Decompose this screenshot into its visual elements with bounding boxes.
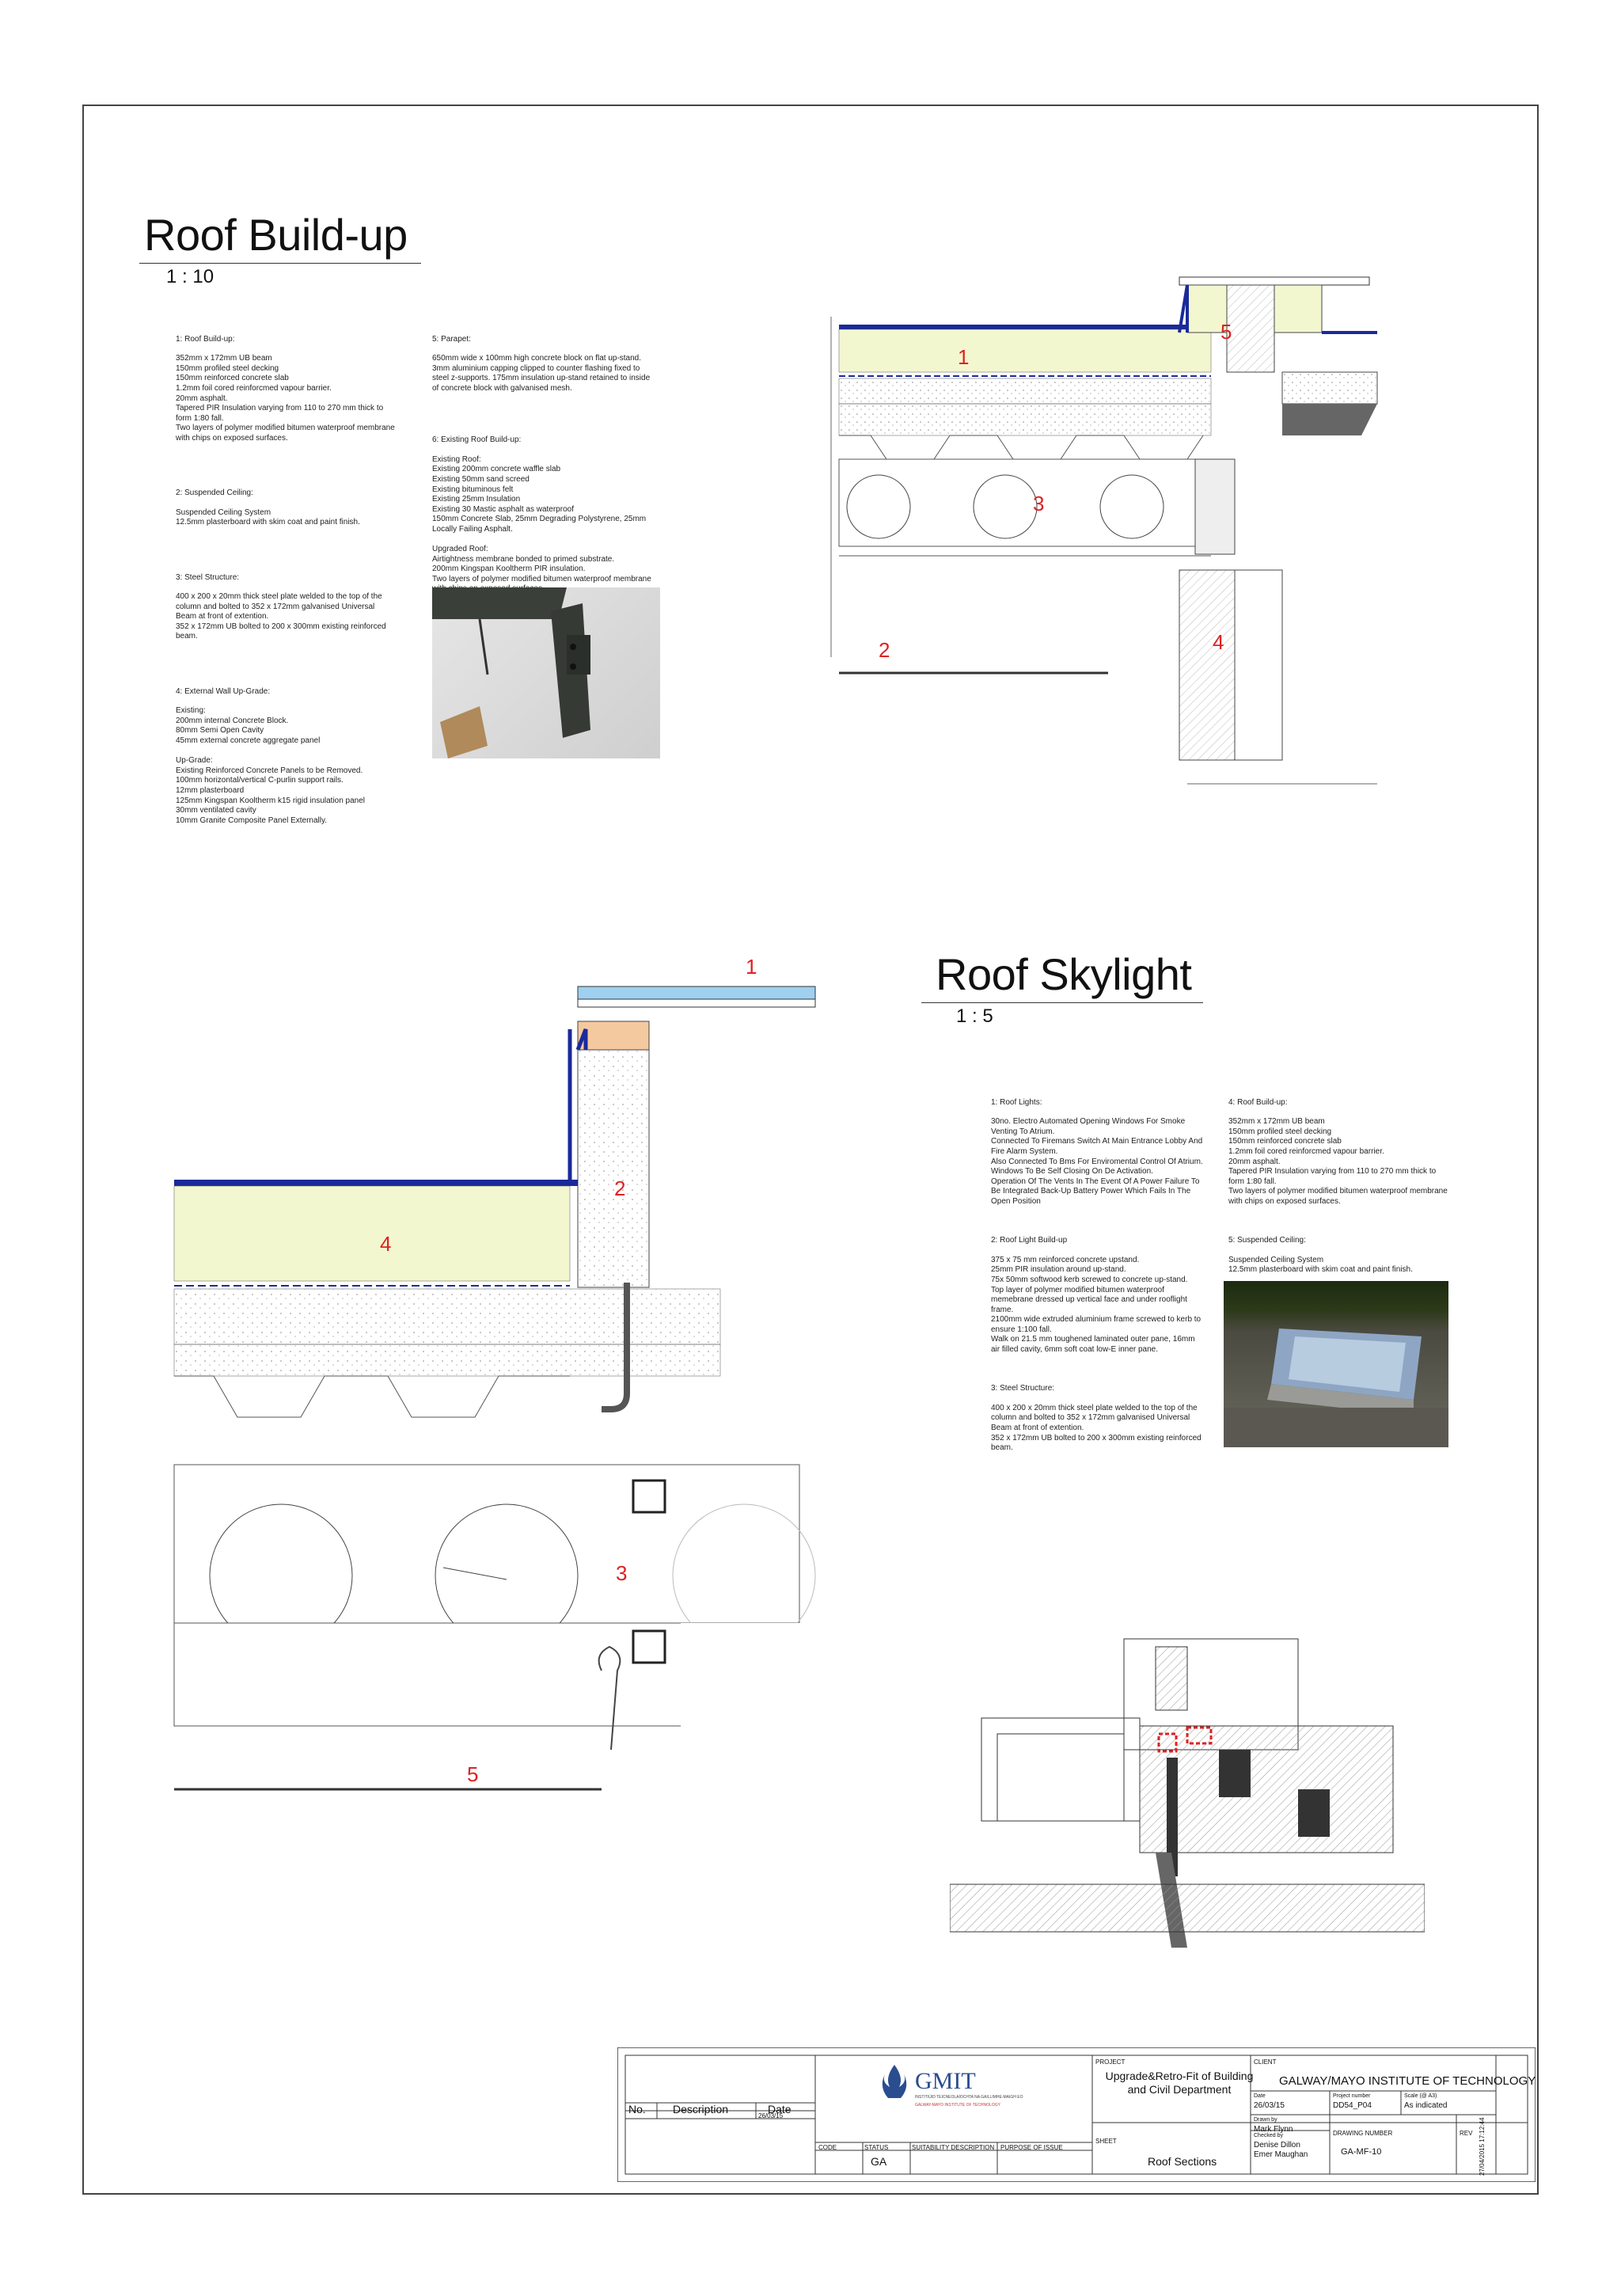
code-label: CODE [818, 2144, 837, 2151]
suitability-label: SUITABILITY DESCRIPTION [912, 2144, 995, 2151]
skylight-photo [1224, 1281, 1448, 1447]
tag-2: 2 [879, 638, 890, 662]
note-4: 4: External Wall Up-Grade: Existing: 200mm internal Concrete Block. 80mm Semi Open Cavity 45mm external concrete aggregate panel Up-Grade: Existing Reinforced Concrete Panels to be Removed. 100mm horizontal/vertical C-purlin support rails. 12mm plasterboard 125mm Kingspan Kooltherm k15 rigid insulation panel 30mm ventilated cavity 10mm Granite Composite Panel Externally. [176, 686, 366, 825]
tag-1: 1 [958, 345, 970, 369]
steel-plate-photo [432, 587, 660, 758]
skylight-title-rule [921, 1002, 1203, 1003]
checked-by-label: Checked by [1254, 2133, 1283, 2138]
sheet-value: Roof Sections [1148, 2155, 1217, 2168]
buildup-scale: 1 : 10 [166, 266, 214, 287]
rev-date: 26/03/15 [758, 2112, 784, 2119]
drawing-number-label: DRAWING NUMBER [1333, 2130, 1393, 2137]
project-number-value: DD54_P04 [1333, 2101, 1372, 2110]
checked-by-value: Denise Dillon Emer Maughan [1254, 2141, 1308, 2159]
date-value: 26/03/15 [1254, 2101, 1285, 2110]
sk-note-5: 5: Suspended Ceiling: Suspended Ceiling System 12.5mm plasterboard with skim coat and paint finish. [1228, 1236, 1413, 1275]
buildup-notes-left [176, 325, 397, 836]
scale-value: As indicated [1404, 2101, 1448, 2110]
sk-tag-2: 2 [614, 1177, 626, 1200]
sk-tag-3: 3 [616, 1561, 628, 1585]
date-label: Date [1254, 2093, 1266, 2099]
gmit-logo-sub1: INSTITIÚID TEICNEOLAÍOCHTA NA GAILLIMHE-MAIGH EO [915, 2095, 1023, 2100]
sk-note-3: 3: Steel Structure: 400 x 200 x 20mm thick steel plate welded to the top of the column and bolted to 352 x 172mm galvanised Universal Beam at front of extention. 352 x 172mm UB bolted to 200 x 300mm existing reinforced beam. [991, 1384, 1202, 1453]
sk-note-1: 1: Roof Lights: 30no. Electro Automated Opening Windows For Smoke Venting To Atrium. Connected To Firemans Switch At Main Entrance Lobby And Fire Alarm System. Also Connected To Bms For Enviromental Control Of Atrium. Windows To Be Self Closing On De Activation. Operation Of The Vents In The Event Of A Power Failure To Be Integrated Back-Up Battery Power Which Fails In The Open Position [991, 1097, 1203, 1206]
status-value: GA [871, 2155, 887, 2168]
note-5: 5: Parapet: 650mm wide x 100mm high concrete block on flat up-stand. 3mm aluminium capping clipped to counter flashing fixed to steel z-supports. 175mm insulation up-stand retained to inside of concrete block with galvanised mesh. [432, 334, 651, 393]
client-value: GALWAY/MAYO INSTITUTE OF TECHNOLOGY [1279, 2074, 1536, 2088]
sheet-label: SHEET [1095, 2138, 1117, 2145]
drawn-by-label: Drawn by [1254, 2117, 1277, 2123]
rev-header-desc: Description [673, 2103, 729, 2115]
rev-label: REV [1460, 2130, 1473, 2137]
tag-4: 4 [1213, 630, 1224, 654]
note-2: 2: Suspended Ceiling: Suspended Ceiling System 12.5mm plasterboard with skim coat and paint finish. [176, 488, 360, 527]
skylight-notes-left [991, 1088, 1205, 1463]
title-block-frame [617, 2047, 1536, 2182]
buildup-title: Roof Build-up [144, 210, 408, 260]
client-label: CLIENT [1254, 2058, 1277, 2066]
gmit-logo-text: GMIT [915, 2068, 976, 2094]
note-6: 6: Existing Roof Build-up: Existing Roof: Existing 200mm concrete waffle slab Existing 50mm sand screed Existing bituminous felt Existing 25mm Insulation Existing 30 Mastic asphalt as waterproof 150mm Concrete Slab, 25mm Degrading Polystyrene, 25mm Locally Failing Asphalt. Upgraded Roof: Airtightness membrane bonded to primed substrate. 200mm Kingspan Kooltherm PIR insulation. Two layers of polymer modified bitumen waterproof membrane [432, 435, 651, 584]
tag-5: 5 [1220, 320, 1232, 344]
rev-header-no: No. [628, 2103, 646, 2115]
purpose-label: PURPOSE OF ISSUE [1000, 2144, 1063, 2151]
membrane-line [839, 325, 1211, 329]
project-number-label: Project number [1333, 2093, 1371, 2099]
buildup-section-drawing [807, 245, 1393, 800]
skylight-ceiling-drawing [127, 1623, 681, 1829]
sk-note-4: 4: Roof Build-up: 352mm x 172mm UB beam 150mm profiled steel decking 150mm reinforced concrete slab 1.2mm foil cored reinforcmed vapour barrier. 20mm asphalt. Tapered PIR Insulation varying from 110 to 270 mm thick to form 1:80 fall. Two layers of polymer modified bitumen waterproof membrane with chips on exposed surfaces. [1228, 1097, 1448, 1206]
project-value: Upgrade&Retro-Fit of Building and Civil Department [1105, 2070, 1254, 2096]
note-1: 1: Roof Build-up: 352mm x 172mm UB beam 150mm profiled steel decking 150mm reinforced concrete slab 1.2mm foil cored reinforcmed vapour barrier. 20mm asphalt. Tapered PIR Insulation varying from 110 to 270 mm thick to form 1:80 fall. Two layers of polymer modified bitumen waterproof membrane with chips on exposed surfaces. [176, 334, 395, 443]
scale-label: Scale (@ A3) [1404, 2093, 1437, 2099]
note-3: 3: Steel Structure: 400 x 200 x 20mm thick steel plate welded to the top of the column and bolted to 352 x 172mm galvanised Universal Beam at front of extention. 352 x 172mm UB bolted to 200 x 300mm existing reinforced beam. [176, 572, 386, 641]
project-label: PROJECT [1095, 2058, 1126, 2066]
sk-note-2: 2: Roof Light Build-up 375 x 75 mm reinforced concrete upstand. 25mm PIR insulation around up-stand. 75x 50mm softwood kerb screwed to concrete up-stand. Top layer of polymer modified bitumen waterproof memebrane dressed up vertical face and under rooflight frame. 2100mm wide extruded aluminium frame screwed to kerb to ensure 1:100 fall. Walk on 21.5 mm toughened laminated outer pane, 16mm air filled cavity, 6mm soft coat low-E inner pane. [991, 1236, 1202, 1355]
skylight-section-drawing [127, 950, 839, 1623]
sk-tag-4: 4 [380, 1232, 392, 1256]
gmit-logo-sub2: GALWAY-MAYO INSTITUTE OF TECHNOLOGY [915, 2103, 1000, 2108]
drawing-number-value: GA-MF-10 [1341, 2147, 1382, 2157]
rev-header-date: Date [768, 2103, 792, 2115]
skylight-title: Roof Skylight [936, 949, 1192, 999]
timestamp: 27/04/2015 17:12:44 [1479, 2117, 1486, 2176]
gmit-logo-icon [879, 2063, 910, 2103]
status-label: STATUS [864, 2144, 889, 2151]
sk-tag-1: 1 [746, 955, 757, 979]
sk-tag-5: 5 [467, 1762, 479, 1786]
drawn-by-value: Mark Flynn [1254, 2125, 1293, 2134]
skylight-notes-right [1228, 1088, 1450, 1286]
buildup-notes-right [432, 325, 654, 605]
skylight-scale: 1 : 5 [956, 1005, 993, 1027]
buildup-title-rule [139, 263, 421, 264]
tag-3: 3 [1033, 492, 1045, 515]
key-plan-drawing [950, 1615, 1425, 1979]
